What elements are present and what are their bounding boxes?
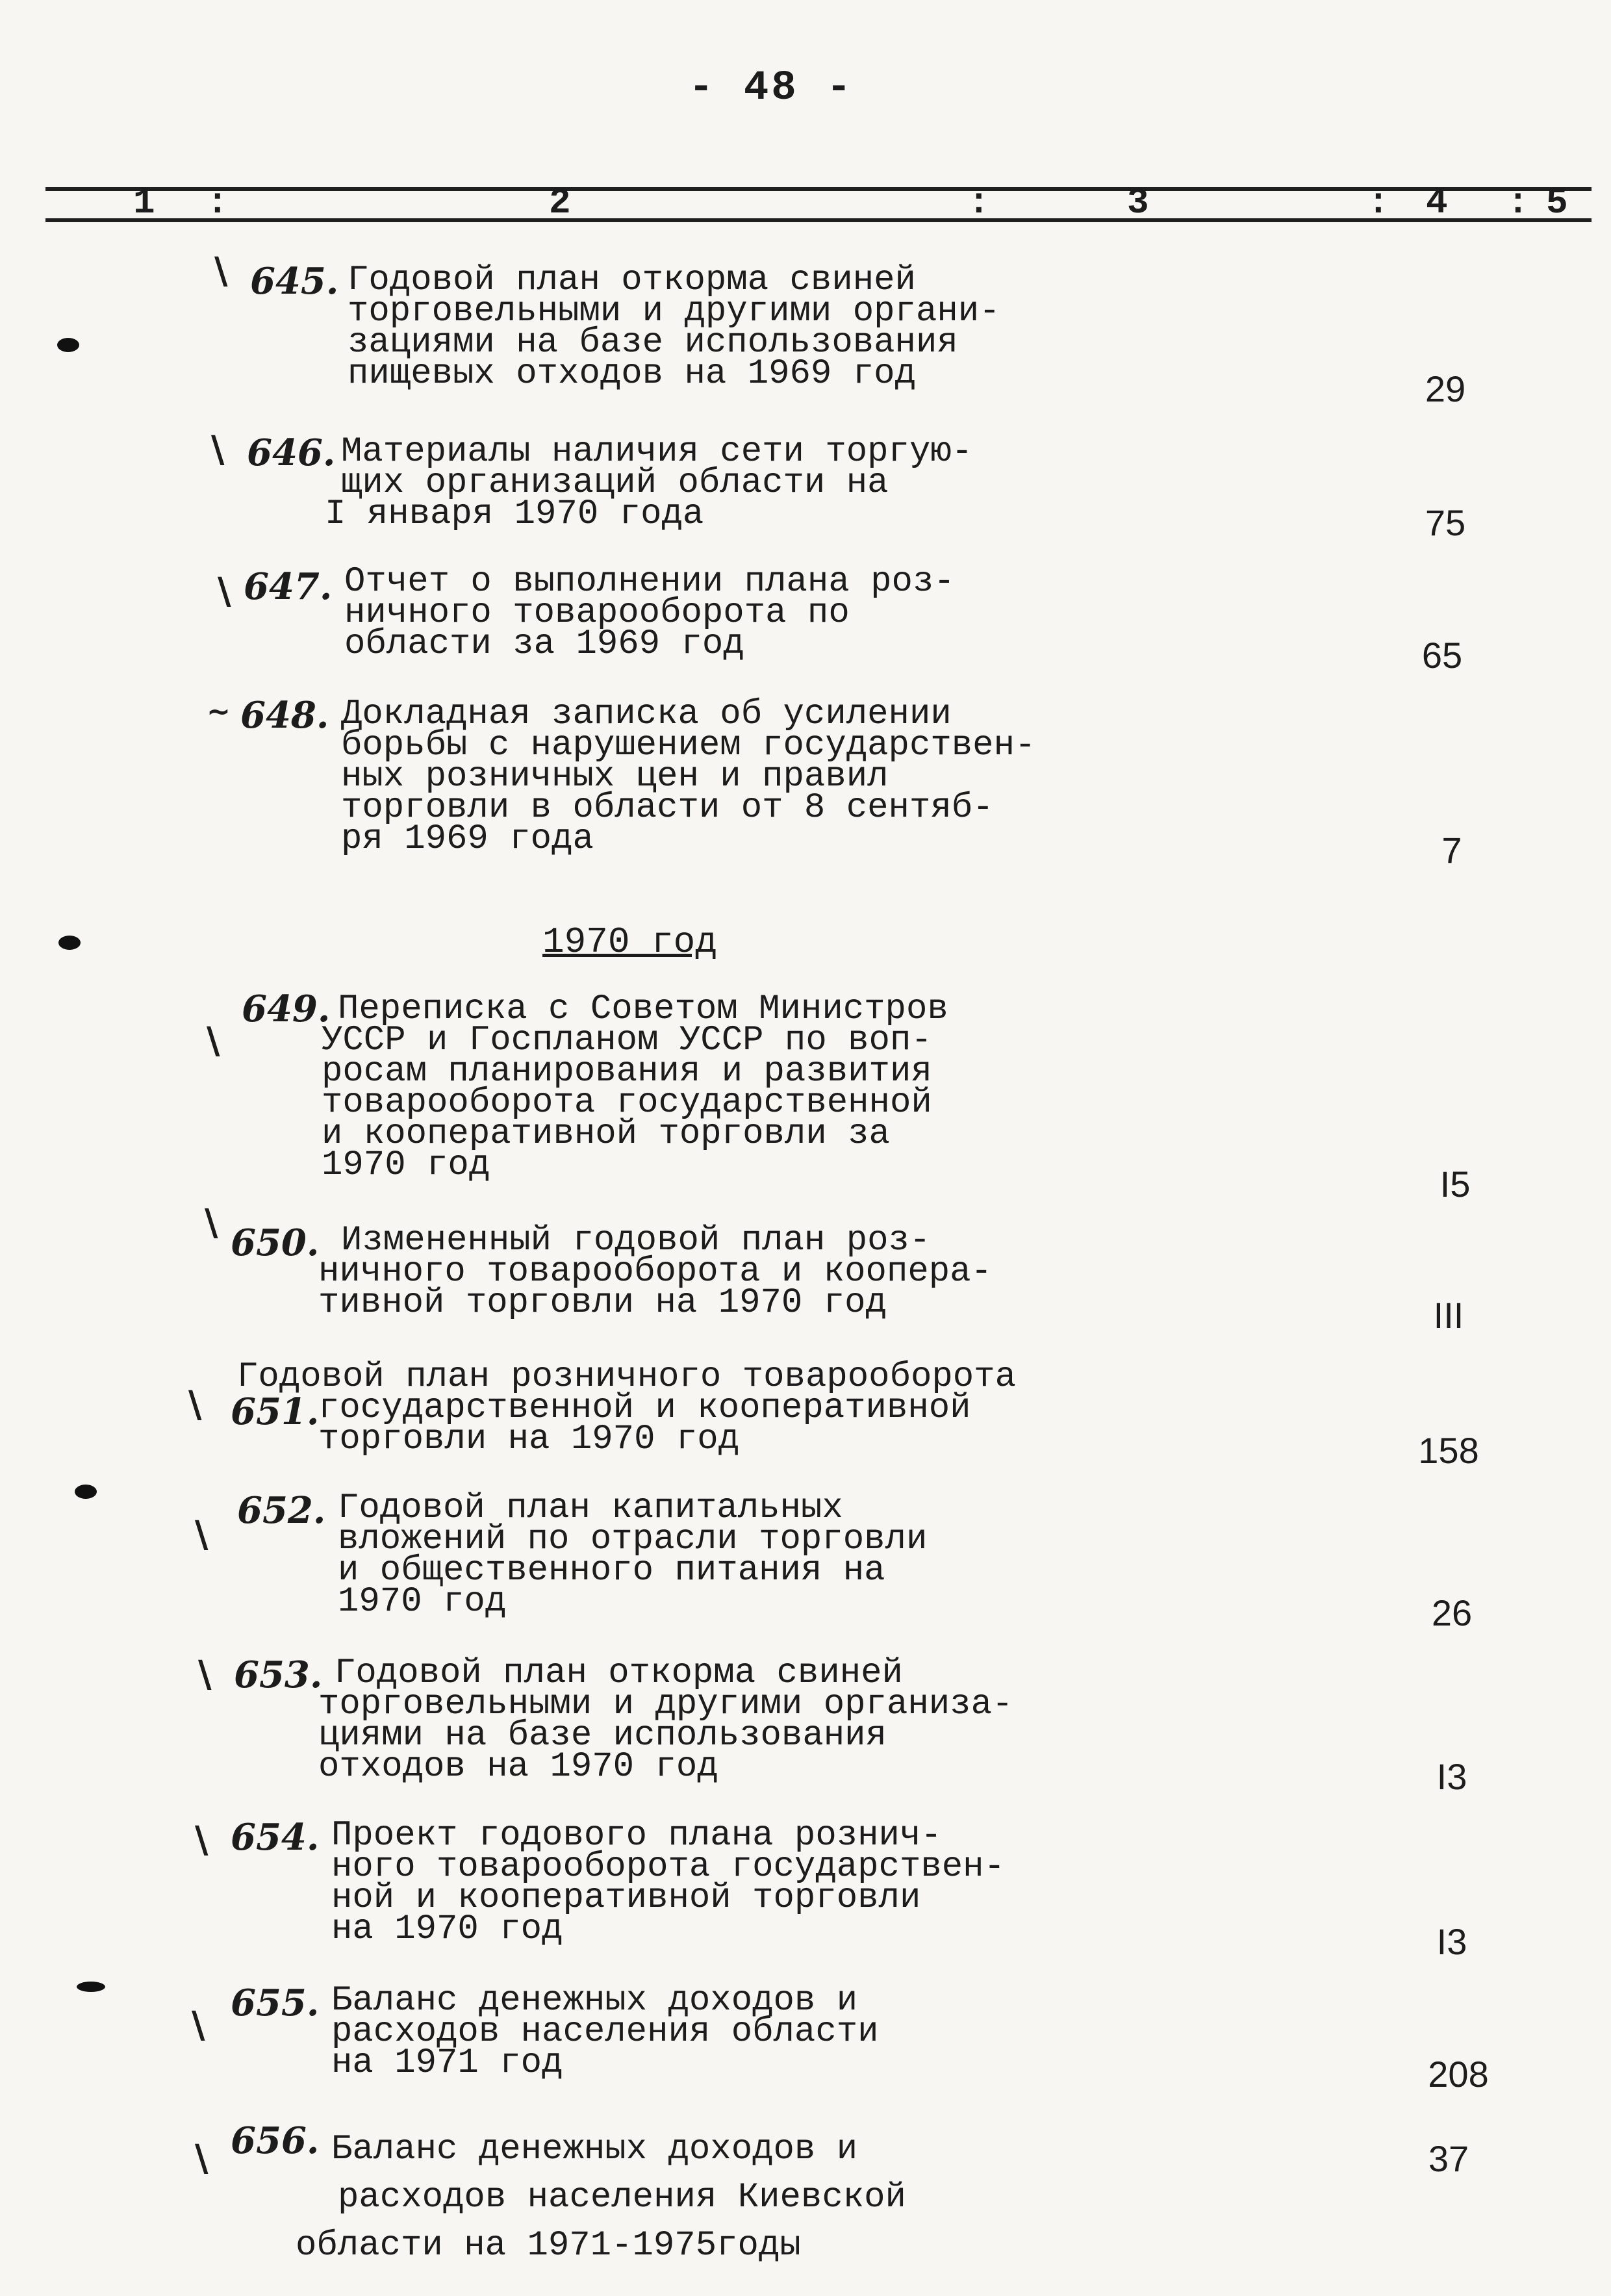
ink-blot	[57, 338, 79, 352]
column-separator: :	[1367, 182, 1389, 223]
entry-text: Годовой план откорма свиней торговельными и другими организа- циями на базе использования отходов на 1970 год	[318, 1653, 1013, 1787]
ink-blot	[75, 1485, 97, 1499]
ink-blot	[58, 936, 81, 950]
check-mark-icon: \	[195, 1514, 209, 1556]
entry-sheet-count: I3	[1436, 1756, 1467, 1797]
entry-number: 650.	[231, 1221, 320, 1264]
entry-text: Переписка с Советом Министров УССР и Госпланом УССР по воп- росам планирования и развития товарооборота государственной и кооперативной торговли за 1970 год	[322, 989, 948, 1185]
page-number: - 48 -	[689, 65, 854, 112]
entry-number: 647.	[244, 565, 333, 608]
column-separator: :	[207, 182, 229, 223]
entry-number: 651.	[231, 1390, 320, 1433]
entry-text: Измененный годовой план роз- ничного товарооборота и коопера- тивной торговли на 1970 год	[318, 1221, 992, 1323]
entry-sheet-count: III	[1433, 1295, 1464, 1336]
entry-sheet-count: 29	[1425, 368, 1466, 409]
table-header-top-rule	[45, 187, 1592, 191]
check-mark-icon: \	[198, 1653, 212, 1696]
entry-sheet-count: 208	[1428, 2054, 1489, 2095]
entry-number: 655.	[231, 1982, 320, 2024]
entry-sheet-count: 65	[1421, 635, 1463, 676]
entry-number: 649.	[242, 988, 331, 1030]
entry-number: 656.	[231, 2119, 320, 2162]
entry-text: Годовой план розничного товарооборота государственной и кооперативной торговли на 1970 год	[237, 1357, 1016, 1459]
entry-sheet-count: I5	[1440, 1164, 1471, 1205]
check-mark-icon: \	[192, 2004, 205, 2047]
check-mark-icon: \	[218, 570, 231, 613]
entry-text: Баланс денежных доходов и расходов населения области на 1971 год	[331, 1981, 879, 2083]
entry-text: Отчет о выполнении плана роз- ничного товарооборота по области за 1969 год	[344, 562, 955, 664]
table-header-bottom-rule	[45, 218, 1592, 222]
entry-text: Баланс денежных доходов и расходов населения Киевской области на 1971-1975годы	[296, 2130, 906, 2265]
check-mark-icon: \	[195, 2137, 209, 2180]
ink-blot	[77, 1982, 105, 1992]
entry-number: 653.	[234, 1653, 323, 1696]
entry-text: Годовой план откорма свиней торговельными и другими органи- зациями на базе использования пищевых отходов на 1969 год	[348, 261, 1000, 394]
check-mark-icon: \	[207, 1020, 220, 1062]
column-5-header: 5	[1546, 182, 1568, 223]
column-2-header: 2	[549, 182, 571, 223]
column-separator: :	[968, 182, 990, 223]
entry-sheet-count: 75	[1425, 502, 1466, 543]
check-mark-icon: \	[195, 1819, 209, 1861]
entry-text: Проект годового плана рознич- ного товарооборота государствен- ной и кооперативной торговли на 1970 год	[331, 1816, 1005, 1949]
entry-number: 646.	[247, 431, 336, 474]
column-3-header: 3	[1127, 182, 1149, 223]
entry-number: 645.	[250, 260, 339, 303]
entry-number: 654.	[231, 1816, 320, 1859]
entry-text: Материалы наличия сети торгую- щих организаций области на I января 1970 года	[325, 432, 973, 534]
entry-number: 652.	[237, 1489, 326, 1532]
check-mark-icon: ~	[207, 695, 231, 728]
check-mark-icon: \	[211, 429, 225, 471]
column-4-header: 4	[1426, 182, 1448, 223]
check-mark-icon: \	[188, 1384, 202, 1426]
entry-sheet-count: 7	[1441, 830, 1462, 871]
entry-sheet-count: I3	[1436, 1921, 1467, 1962]
check-mark-icon: \	[205, 1202, 218, 1244]
entry-sheet-count: 26	[1431, 1592, 1473, 1633]
column-1-header: 1	[133, 182, 155, 223]
entry-text: Докладная записка об усилении борьбы с нарушением государствен- ных розничных цен и правил торговли в области от 8 сентяб- ря 1969 года	[341, 695, 1036, 859]
column-separator: :	[1507, 182, 1529, 223]
entry-text: Годовой план капитальных вложений по отрасли торговли и общественного питания на 1970 год	[338, 1488, 928, 1622]
entry-sheet-count: 158	[1418, 1430, 1479, 1471]
entry-number: 648.	[240, 694, 329, 737]
check-mark-icon: \	[214, 250, 228, 292]
entry-sheet-count: 37	[1428, 2138, 1469, 2179]
section-heading: 1970 год	[542, 921, 717, 963]
